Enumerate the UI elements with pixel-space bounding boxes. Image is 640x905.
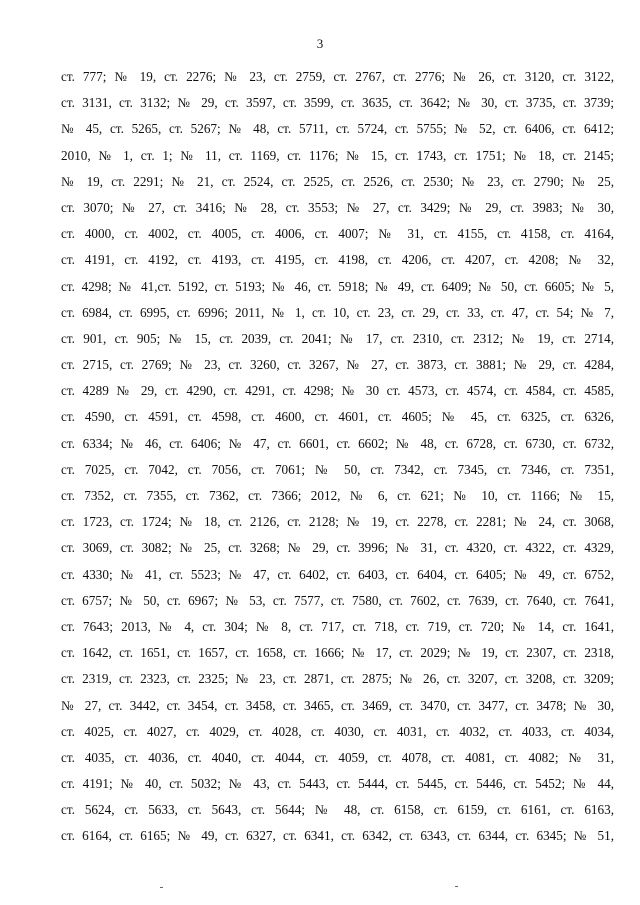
text-line: ст. 2715, ст. 2769; № 23, ст. 3260, ст. 3267, № 27, ст. 3873, ст. 3881; № 29, ст. 4284, <box>61 357 614 373</box>
text-line: № 45, ст. 5265, ст. 5267; № 48, ст. 5711, ст. 5724, ст. 5755; № 52, ст. 6406, ст. 6412; <box>61 121 614 137</box>
text-line: ст. 777; № 19, ст. 2276; № 23, ст. 2759, ст. 2767, ст. 2776; № 26, ст. 3120, ст. 3122, <box>61 69 614 84</box>
text-line: 2010, № 1, ст. 1; № 11, ст. 1169, ст. 1176; № 15, ст. 1743, ст. 1751; № 18, ст. 2145; <box>61 147 614 163</box>
page-number: 3 <box>316 36 324 51</box>
text-line: ст. 7352, ст. 7355, ст. 7362, ст. 7366; 2012, № 6, ст. 621; № 10, ст. 1166; № 15, <box>61 488 614 503</box>
body-text <box>61 68 614 854</box>
text-line: ст. 3070; № 27, ст. 3416; № 28, ст. 3553; № 27, ст. 3429; № 29, ст. 3983; № 30, <box>61 199 614 215</box>
text-line: ст. 5624, ст. 5633, ст. 5643, ст. 5644; № 48, ст. 6158, ст. 6159, ст. 6161, ст. 6163, <box>61 802 614 818</box>
text-line: ст. 4289 № 29, ст. 4290, ст. 4291, ст. 4298; № 30 ст. 4573, ст. 4574, ст. 4584, ст. 4585, <box>61 383 614 399</box>
text-line: ст. 3131, ст. 3132; № 29, ст. 3597, ст. 3599, ст. 3635, ст. 3642; № 30, ст. 3735, ст. 3739; <box>61 95 614 111</box>
text-line: ст. 7025, ст. 7042, ст. 7056, ст. 7061; № 50, ст. 7342, ст. 7345, ст. 7346, ст. 7351, <box>61 461 614 477</box>
text-line: ст. 2319, ст. 2323, ст. 2325; № 23, ст. 2871, ст. 2875; № 26, ст. 3207, ст. 3208, ст. 3209; <box>61 671 614 687</box>
scan-artifact <box>160 887 163 888</box>
text-line: ст. 6164, ст. 6165; № 49, ст. 6327, ст. 6341, ст. 6342, ст. 6343, ст. 6344, ст. 6345; № 51, <box>61 828 614 844</box>
text-line: ст. 3069, ст. 3082; № 25, ст. 3268; № 29, ст. 3996; № 31, ст. 4320, ст. 4322, ст. 4329, <box>61 540 614 556</box>
text-line: ст. 4191, ст. 4192, ст. 4193, ст. 4195, ст. 4198, ст. 4206, ст. 4207, ст. 4208; № 32, <box>61 252 614 268</box>
text-line: № 19, ст. 2291; № 21, ст. 2524, ст. 2525, ст. 2526, ст. 2530; № 23, ст. 2790; № 25, <box>61 173 614 189</box>
text-line: ст. 4035, ст. 4036, ст. 4040, ст. 4044, ст. 4059, ст. 4078, ст. 4081, ст. 4082; № 31, <box>61 749 614 765</box>
text-line: ст. 4191; № 40, ст. 5032; № 43, ст. 5443, ст. 5444, ст. 5445, ст. 5446, ст. 5452; № 44, <box>61 776 614 792</box>
text-line: ст. 901, ст. 905; № 15, ст. 2039, ст. 2041; № 17, ст. 2310, ст. 2312; № 19, ст. 2714, <box>61 330 614 346</box>
text-line: ст. 4590, ст. 4591, ст. 4598, ст. 4600, ст. 4601, ст. 4605; № 45, ст. 6325, ст. 6326, <box>61 409 614 425</box>
text-line: ст. 1723, ст. 1724; № 18, ст. 2126, ст. 2128; № 19, ст. 2278, ст. 2281; № 24, ст. 3068, <box>61 514 614 530</box>
text-line: № 27, ст. 3442, ст. 3454, ст. 3458, ст. 3465, ст. 3469, ст. 3470, ст. 3477, ст. 3478; № 30, <box>61 697 614 713</box>
text-line: ст. 7643; 2013, № 4, ст. 304; № 8, ст. 717, ст. 718, ст. 719, ст. 720; № 14, ст. 1641, <box>61 618 614 634</box>
text-line: ст. 4298; № 41,ст. 5192, ст. 5193; № 46, ст. 5918; № 49, ст. 6409; № 50, ст. 6605; № 5, <box>61 278 614 294</box>
scan-artifact <box>455 886 458 887</box>
text-line: ст. 4025, ст. 4027, ст. 4029, ст. 4028, ст. 4030, ст. 4031, ст. 4032, ст. 4033, ст. 4034, <box>61 723 614 739</box>
text-line: ст. 6984, ст. 6995, ст. 6996; 2011, № 1, ст. 10, ст. 23, ст. 29, ст. 33, ст. 47, ст. 54; № 7, <box>61 304 614 320</box>
text-line: ст. 1642, ст. 1651, ст. 1657, ст. 1658, ст. 1666; № 17, ст. 2029; № 19, ст. 2307, ст. 2318, <box>61 645 614 661</box>
text-line: ст. 4000, ст. 4002, ст. 4005, ст. 4006, ст. 4007; № 31, ст. 4155, ст. 4158, ст. 4164, <box>61 226 614 242</box>
text-line: ст. 6334; № 46, ст. 6406; № 47, ст. 6601, ст. 6602; № 48, ст. 6728, ст. 6730, ст. 6732, <box>61 435 614 451</box>
text-line: ст. 4330; № 41, ст. 5523; № 47, ст. 6402, ст. 6403, ст. 6404, ст. 6405; № 49, ст. 6752, <box>61 566 614 582</box>
text-line: ст. 6757; № 50, ст. 6967; № 53, ст. 7577, ст. 7580, ст. 7602, ст. 7639, ст. 7640, ст. 7641, <box>61 592 614 608</box>
